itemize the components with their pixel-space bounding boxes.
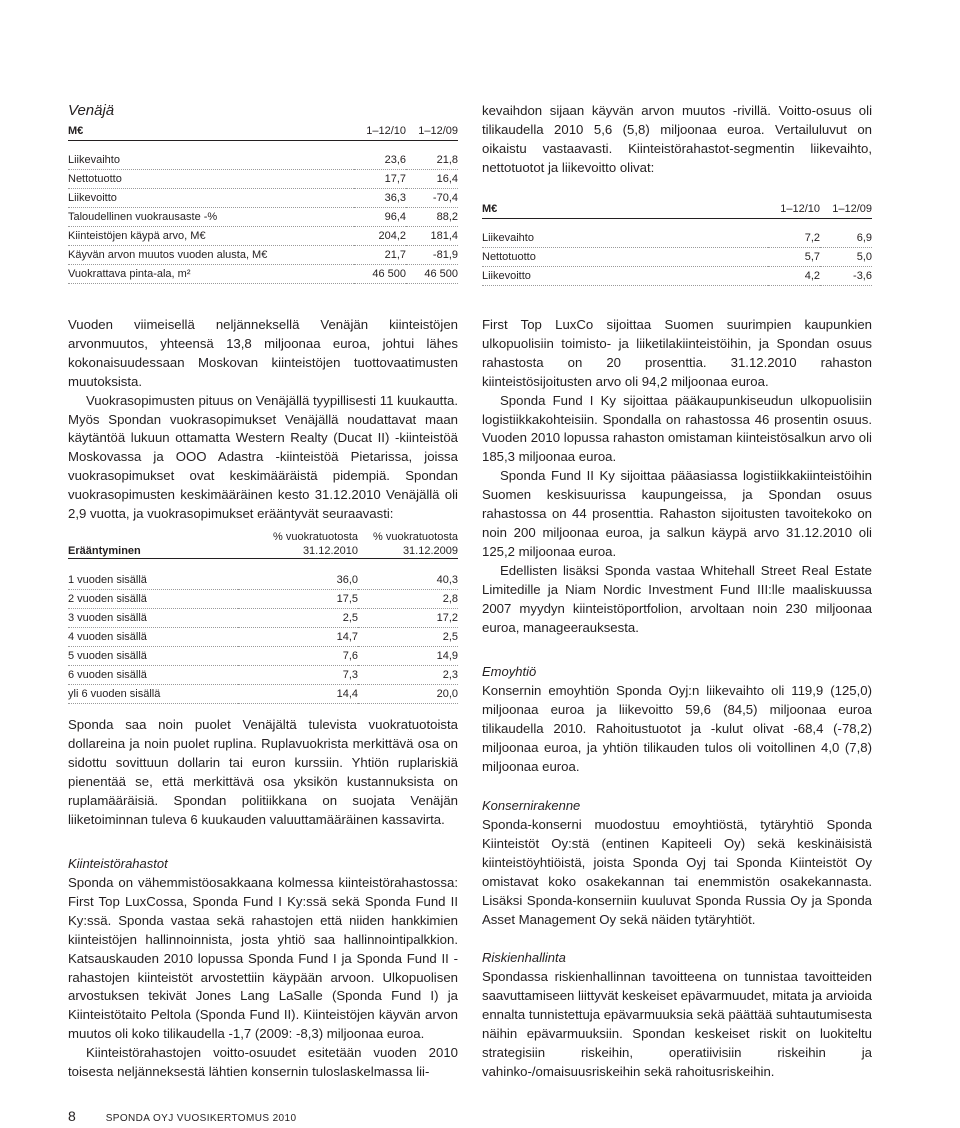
- paragraph: Sponda on vähemmistöosakkaana kolmessa kiinteistörahastossa: First Top LuxCossa, Sponda Fund I Ky:ssä sekä Sponda Fund II Ky:ssä. Sponda vastaa sekä rahastojen että niiden hankkimien kiinteistöjen hallinnoinnista, josta yhtiö saa hallinnointipalkkion. Katsauskauden 2010 lopussa Sponda Fund I ja Sponda Fund II -rahastojen kiinteistöt arvostettiin käypään arvoon. Ulkopuolisen arvostuksen tekivät Jones Lang LaSalle (Sponda Fund I) ja Kiinteistötaito Peltola (Sponda Fund II). Kiinteistöjen käyvän arvon muutos oli koko tilikaudella -1,7 (2009: -8,3) miljoonaa euroa.: [68, 875, 458, 1042]
- row-value: 16,4: [406, 170, 458, 189]
- table-row: [68, 666, 458, 685]
- table-row: [482, 267, 872, 286]
- paragraph: Sponda saa noin puolet Venäjältä tulevista vuokratuotoista dollareina ja noin puolet ruplina. Ruplavuokrista merkittävä osa on sidottu sovittuun dollarin tai euron kurssiin. Yhtiön ruplariskiä pienentää se, että merkittävä osa yksikön kustannuksista on ruplamääräisiä. Spondan politiikkana on suojata Venäjän liiketoiminnan tuleva 6 kuukauden valuuttamääräinen kassavirta.: [68, 717, 458, 827]
- row-value: -81,9: [406, 246, 458, 265]
- row-value: 2,3: [358, 666, 458, 685]
- fund-segment-table-block: [482, 200, 872, 286]
- row-label: Liikevaihto: [482, 229, 768, 248]
- table-row: [68, 170, 458, 189]
- kiinteistorahastot-section: [68, 856, 458, 1082]
- table-row: [482, 248, 872, 267]
- row-value: 204,2: [354, 227, 406, 246]
- row-value: 5,7: [768, 248, 820, 267]
- paragraph: First Top LuxCo sijoittaa Suomen suurimpien kaupunkien ulkopuolisiin toimisto- ja liiketilakiinteistöihin, ja Spondan osuus rahastosta on 20 prosenttia. 31.12.2010 rahaston kiinteistösijoitusten arvo oli 94,2 miljoonaa euroa.: [482, 317, 872, 389]
- row-label: 4 vuoden sisällä: [68, 628, 238, 647]
- konsernirakenne-section: [482, 798, 872, 929]
- row-label: 2 vuoden sisällä: [68, 590, 238, 609]
- row-value: 7,6: [238, 647, 358, 666]
- row-value: 2,5: [238, 609, 358, 628]
- row-label: Liikevoitto: [68, 189, 354, 208]
- table-row: [482, 229, 872, 248]
- paragraph: Vuoden viimeisellä neljänneksellä Venäjän kiinteistöjen arvonmuutos, yhteensä 13,8 miljoonaa euroa, johtui lähes kokonaisuudessaan Moskovan kiinteistöjen tuottovaatimusten muutoksista.: [68, 317, 458, 389]
- row-value: 7,2: [768, 229, 820, 248]
- row-value: 36,3: [354, 189, 406, 208]
- table-header-row: [482, 200, 872, 219]
- table-header-2009: 1–12/09: [820, 200, 872, 219]
- venaja-section: [68, 102, 458, 284]
- row-value: 7,3: [238, 666, 358, 685]
- table-header-unit: M€: [68, 122, 354, 141]
- heading-konsernirakenne: Konsernirakenne: [482, 798, 581, 813]
- row-value: 36,0: [238, 571, 358, 590]
- paragraph: kevaihdon sijaan käyvän arvon muutos -rivillä. Voitto-osuus oli tilikaudella 2010 5,6 (5,8) miljoonaa euroa. Vertailuluvut on oikaistu vastaavasti. Kiinteistörahastot-segmentin liikevaihto, nettotuotot ja liikevoitto olivat:: [482, 103, 872, 175]
- paragraph: Sponda Fund I Ky sijoittaa pääkaupunkiseudun ulkopuolisiin logistiikkakohteisiin. Spondalla on rahastossa 46 prosentin osuus. Vuoden 2010 lopussa rahaston omistaman kiinteistösalkun arvo oli 185,3 miljoonaa euroa.: [482, 392, 872, 465]
- heading-riskienhallinta: Riskienhallinta: [482, 950, 566, 965]
- table-row: [68, 571, 458, 590]
- paragraph: Vuokrasopimusten pituus on Venäjällä tyypillisesti 11 kuukautta. Myös Spondan vuokrasopimukset Venäjällä noudattavat maan käytäntöä lukuun ottamatta Western Realty (Ducat II) -kiinteistöä Moskovassa ja OOO Adastra -kiinteistöä Pietarissa, joissa vuokrasopimukset ovat keskimääräistä pidempiä. Spondan vuokrasopimusten keskimääräinen kesto 31.12.2010 Venäjällä oli 2,9 vuotta, ja vuokrasopimukset erääntyvät seuraavasti:: [68, 392, 458, 522]
- row-label: Vuokrattava pinta-ala, m²: [68, 265, 354, 284]
- col-header-line2: 31.12.2010: [302, 545, 358, 557]
- row-value: 181,4: [406, 227, 458, 246]
- venaja-key-figures-table: [68, 122, 458, 284]
- table-row: [68, 628, 458, 647]
- table-row: [68, 227, 458, 246]
- venaja-text-2: [68, 716, 458, 829]
- col-header-line2: 31.12.2009: [402, 545, 458, 557]
- table-header-2010: 1–12/10: [354, 122, 406, 141]
- table-row: [68, 246, 458, 265]
- table-row: [68, 647, 458, 666]
- footer-company: SPONDA OYJ VUOSIKERTOMUS 2010: [105, 1113, 297, 1124]
- table-row: [68, 208, 458, 227]
- table-header-2009: 1–12/09: [406, 122, 458, 141]
- right-text-body: [482, 316, 872, 637]
- row-label: Taloudellinen vuokrausaste -%: [68, 208, 354, 227]
- lease-expiry-table: [68, 526, 458, 704]
- row-label: Liikevoitto: [482, 267, 768, 286]
- col-header-line1: % vuokratuotosta: [273, 531, 358, 543]
- row-value: 23,6: [354, 151, 406, 170]
- paragraph: Sponda Fund II Ky sijoittaa pääasiassa logistiikkakiinteistöihin Suomen keskisuurissa kaupungeissa, ja Spondan osuus rahastossa on 44 prosenttia. Rahaston sijoitusten tavoitekoko on noin 200 miljoonaa euroa, ja salkun käypä arvo 31.12.2010 oli 125,2 miljoonaa euroa.: [482, 468, 872, 559]
- section-title-venaja: Venäjä: [68, 102, 115, 119]
- table-header-row: [68, 122, 458, 141]
- row-value: 14,9: [358, 647, 458, 666]
- heading-kiinteistorahastot: Kiinteistörahastot: [68, 856, 168, 871]
- row-label: 1 vuoden sisällä: [68, 571, 238, 590]
- table-header-label: Erääntyminen: [68, 526, 238, 559]
- emoyhtio-section: [482, 664, 872, 777]
- row-value: 40,3: [358, 571, 458, 590]
- table-row: [68, 590, 458, 609]
- row-value: -3,6: [820, 267, 872, 286]
- table-row: [68, 151, 458, 170]
- table-row: [68, 609, 458, 628]
- table-header-2010: [238, 526, 358, 559]
- row-value: 14,7: [238, 628, 358, 647]
- row-label: 6 vuoden sisällä: [68, 666, 238, 685]
- table-header-2010: 1–12/10: [768, 200, 820, 219]
- paragraph: Kiinteistörahastojen voitto-osuudet esitetään vuoden 2010 toisesta neljänneksestä lähtien konsernin tuloslaskelmassa lii-: [68, 1045, 458, 1080]
- paragraph: Konsernin emoyhtiön Sponda Oyj:n liikevaihto oli 119,9 (125,0) miljoonaa euroa ja liikevoitto 59,6 (84,5) miljoonaa euroa tilikaudella 2010. Rahoitustuotot ja -kulut olivat -68,4 (-78,2) miljoonaa euroa, ja yhtiön tilikauden tulos oli voitollinen 4,0 (7,8) miljoonaa euroa.: [482, 683, 872, 774]
- riskienhallinta-section: [482, 950, 872, 1081]
- row-value: 17,7: [354, 170, 406, 189]
- row-value: 88,2: [406, 208, 458, 227]
- paragraph: Spondassa riskienhallinnan tavoitteena on tunnistaa tavoitteiden saavuttamiseen liittyvät keskeiset epävarmuudet, mitata ja arvioida ennalta tunnistettuja epävarmuuksia sekä päättää suhtautumisesta näihin epävarmuuksiin. Spondan keskeiset riskit on luokiteltu strategisiin riskeihin, operatiivisiin riskeihin ja vahinko-/omaisuusriskeihin sekä rahoitusriskeihin.: [482, 969, 873, 1079]
- row-value: 17,5: [238, 590, 358, 609]
- table-header-unit: M€: [482, 200, 768, 219]
- table-header-row: [68, 526, 458, 559]
- table-row: [68, 189, 458, 208]
- row-label: Käyvän arvon muutos vuoden alusta, M€: [68, 246, 354, 265]
- heading-emoyhtio: Emoyhtiö: [482, 664, 537, 679]
- row-label: Nettotuotto: [482, 248, 768, 267]
- row-value: -70,4: [406, 189, 458, 208]
- row-value: 4,2: [768, 267, 820, 286]
- row-value: 17,2: [358, 609, 458, 628]
- row-label: Kiinteistöjen käypä arvo, M€: [68, 227, 354, 246]
- row-label: 5 vuoden sisällä: [68, 647, 238, 666]
- row-value: 21,7: [354, 246, 406, 265]
- row-label: 3 vuoden sisällä: [68, 609, 238, 628]
- table-header-2009: [358, 526, 458, 559]
- row-value: 20,0: [358, 685, 458, 704]
- row-value: 14,4: [238, 685, 358, 704]
- expiry-table-block: [68, 526, 458, 704]
- row-label: Nettotuotto: [68, 170, 354, 189]
- row-value: 2,8: [358, 590, 458, 609]
- row-value: 5,0: [820, 248, 872, 267]
- row-value: 46 500: [354, 265, 406, 284]
- row-label: Liikevaihto: [68, 151, 354, 170]
- row-label: yli 6 vuoden sisällä: [68, 685, 238, 704]
- table-row: [68, 265, 458, 284]
- row-value: 6,9: [820, 229, 872, 248]
- row-value: 96,4: [354, 208, 406, 227]
- right-top-text: [482, 102, 872, 178]
- page-footer: [68, 1108, 296, 1124]
- table-row: [68, 685, 458, 704]
- row-value: 2,5: [358, 628, 458, 647]
- paragraph: Edellisten lisäksi Sponda vastaa Whitehall Street Real Estate Limitedille ja Niam Nordic Investment Fund III:lle maaliskuussa 2007 myydyn kiinteistöportfolion, arvoltaan noin 230 miljoonaa euroa, manageerauksesta.: [482, 562, 872, 635]
- row-value: 46 500: [406, 265, 458, 284]
- col-header-line1: % vuokratuotosta: [373, 531, 458, 543]
- paragraph: Sponda-konserni muodostuu emoyhtiöstä, tytäryhtiö Sponda Kiinteistöt Oy:stä (entinen Kapiteeli Oy) sekä keskinäisistä kiinteistöyhtiöistä, joista Sponda Oyj tai Sponda Kiinteistöt Oy omistavat koko osakekannan tai enemmistön osakekannasta. Lisäksi Sponda-konserniin kuuluvat Sponda Russia Oy ja Sponda Asset Management Oy sekä näiden tytäryhtiöt.: [482, 817, 872, 927]
- page-number: 8: [68, 1108, 76, 1124]
- venaja-text-1: [68, 316, 458, 524]
- row-value: 21,8: [406, 151, 458, 170]
- fund-segment-table: [482, 200, 872, 286]
